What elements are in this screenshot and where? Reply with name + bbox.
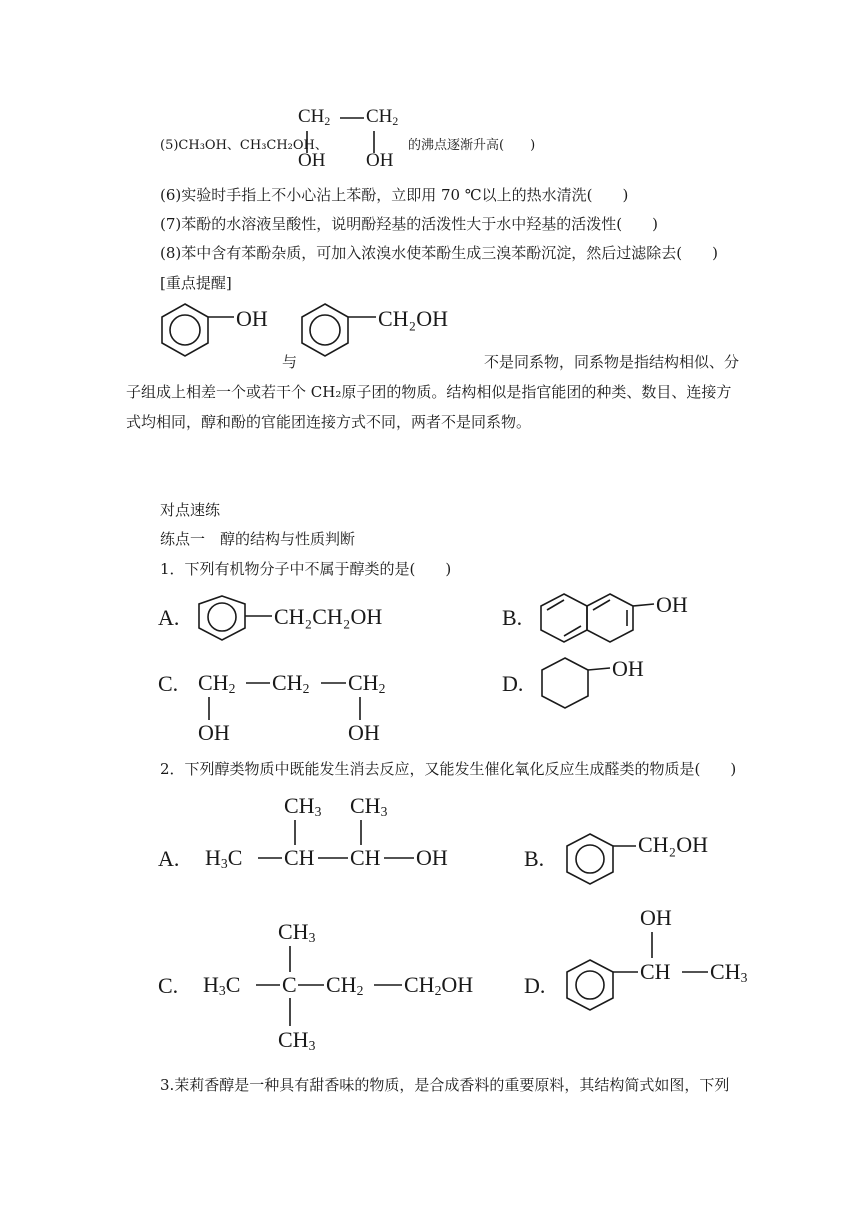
q2-option-c-ch3-bottom: $CH_3$	[278, 1027, 316, 1053]
q1-option-b-label: B.	[502, 605, 523, 630]
q5-prefix: (5)CH₃OH、CH₃CH₂OH、	[160, 138, 328, 153]
q2-option-b-label: B.	[524, 846, 545, 871]
q2-option-d-ch: CH	[640, 959, 671, 984]
practice-subheading: 练点一 醇的结构与性质判断	[160, 530, 356, 548]
q1-option-d-formula: OH	[612, 656, 644, 681]
practice-heading: 对点速练	[160, 501, 221, 519]
q2-option-c-ch2: $CH_2$	[326, 972, 364, 998]
q2-option-c-label: C.	[158, 973, 179, 998]
tip-line-2: 子组成上相差一个或若干个 CH₂原子团的物质。结构相似是指官能团的种类、数目、连接方	[126, 383, 732, 401]
q2-option-c-ch2oh: $CH_2OH$	[404, 972, 474, 998]
q2-option-d-label: D.	[524, 973, 546, 998]
q5-suffix: 的沸点逐渐升高( )	[408, 138, 536, 153]
q1-option-c-label: C.	[158, 671, 179, 696]
q5-oh-left: OH	[298, 150, 326, 171]
q1-option-a-formula: CH₂CH₂OH	[274, 604, 383, 629]
benzyl-ch2oh: CH₂OH	[378, 306, 449, 331]
q5-ch2-right: $CH_2$	[366, 106, 399, 128]
q5-ch2-left: $CH_2$	[298, 106, 331, 128]
q8-text: (8)苯中含有苯酚杂质，可加入浓溴水使苯酚生成三溴苯酚沉淀，然后过滤除去( )	[160, 244, 718, 262]
q2-option-a-label: A.	[158, 846, 180, 871]
q5-oh-right: OH	[366, 150, 394, 171]
q2-option-c-c: C	[282, 972, 297, 997]
q2-option-a-oh: OH	[416, 845, 448, 870]
q2-option-c-h3c: $H_3C$	[203, 972, 241, 998]
q1-option-b-formula: OH	[656, 592, 688, 617]
phenol-oh: OH	[236, 306, 268, 331]
q1-option-c-ch2-1: $CH_2$	[198, 670, 236, 696]
q1-option-c-ch2-2: $CH_2$	[272, 670, 310, 696]
q2-stem: 2．下列醇类物质中既能发生消去反应，又能发生催化氧化反应生成醛类的物质是( )	[160, 760, 737, 778]
q1-option-c-ch2-3: $CH_2$	[348, 670, 386, 696]
q2-option-d-oh: OH	[640, 905, 672, 930]
q2-option-c-ch3-top: $CH_3$	[278, 919, 316, 945]
q3-stem: 3.茉莉香醇是一种具有甜香味的物质，是合成香料的重要原料，其结构简式如图，下列	[160, 1076, 730, 1094]
q1-option-a-label: A.	[158, 605, 180, 630]
q2-option-a-h3c: $H_3C$	[205, 845, 243, 871]
tip-heading: [重点提醒]	[160, 274, 232, 292]
q7-text: (7)苯酚的水溶液呈酸性，说明酚羟基的活泼性大于水中羟基的活泼性( )	[160, 215, 658, 233]
q2-option-b-formula: CH₂OH	[638, 832, 709, 857]
q1-stem: 1．下列有机物分子中不属于醇类的是( )	[160, 560, 452, 578]
q1-option-c-oh-1: OH	[198, 720, 230, 745]
q2-option-d-ch3: $CH_3$	[710, 959, 748, 985]
q1-option-d-label: D.	[502, 671, 524, 696]
tip-line-1: 不是同系物，同系物是指结构相似、分	[484, 353, 740, 371]
q2-option-a-ch3-2: $CH_3$	[350, 793, 388, 819]
tip-yu: 与	[282, 353, 298, 371]
q6-text: (6)实验时手指上不小心沾上苯酚，立即用 70 ℃以上的热水清洗( )	[160, 186, 629, 204]
q2-option-a-ch-2: CH	[350, 845, 381, 870]
q2-option-a-ch-1: CH	[284, 845, 315, 870]
q1-option-c-oh-2: OH	[348, 720, 380, 745]
q2-option-a-ch3-1: $CH_3$	[284, 793, 322, 819]
tip-line-3: 式均相同，醇和酚的官能团连接方式不同，两者不是同系物。	[126, 413, 532, 431]
